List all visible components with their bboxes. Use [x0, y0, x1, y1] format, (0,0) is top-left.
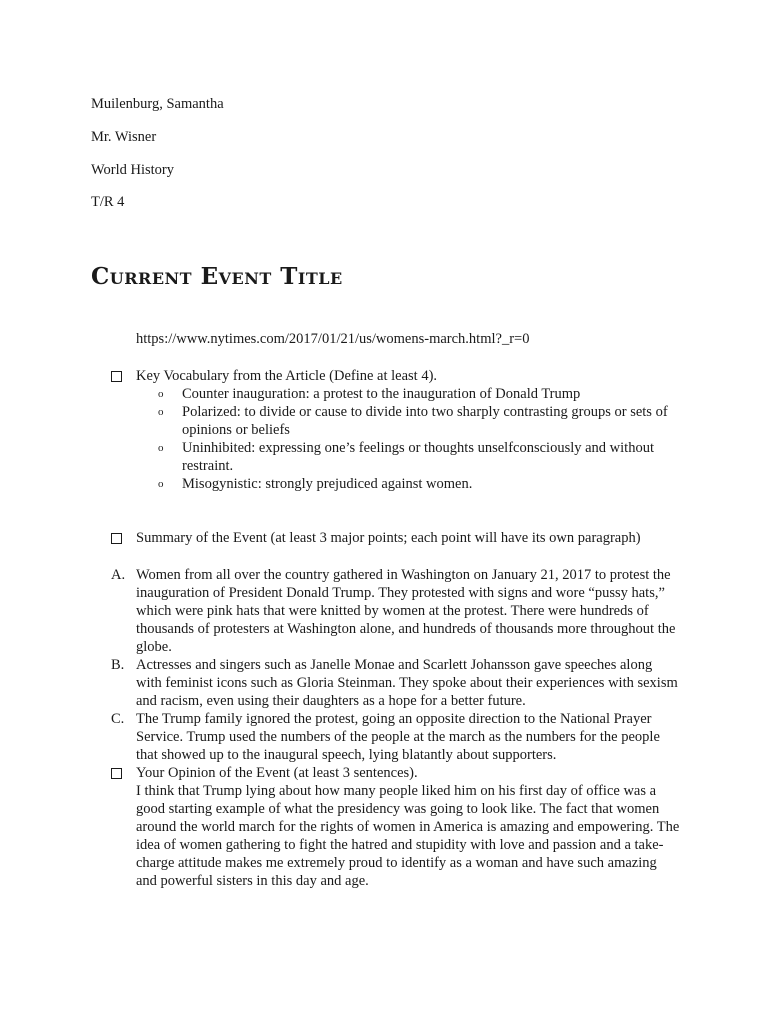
- point-text: Actresses and singers such as Janelle Monae and Scarlett Johansson gave speeches along with feminist icons such as Gloria Steinman. They spoke about their experiences with sexism and racism, even using their daughters as a hope for a better future.: [136, 657, 678, 709]
- sub-bullet-icon: o: [158, 478, 164, 490]
- list-item: [158, 439, 678, 475]
- point-label: A.: [111, 567, 126, 583]
- vocabulary-heading: [111, 367, 691, 385]
- checkbox-bullet-icon: [111, 371, 122, 382]
- point-label: C.: [111, 711, 125, 727]
- opinion-text: I think that Trump lying about how many people liked him on his first day of office was a good starting example of what the presidency was going to look like. The fact that women around the world march for the rights of women in America is amazing and empowering. The idea of women gathering to fight the hatred and stupidity with love and passion and a take-charge attitude makes me extremely proud to identify as a woman and have such amazing and powerful sisters in this day and age.: [136, 783, 680, 889]
- vocab-text: Uninhibited: expressing one’s feelings or thoughts unselfconsciously and without restraint.: [182, 440, 654, 474]
- vocabulary-list: [158, 385, 678, 493]
- sub-bullet-icon: o: [158, 406, 164, 418]
- opinion-heading: [111, 764, 681, 782]
- summary-points: [111, 566, 681, 764]
- sub-bullet-icon: o: [158, 388, 164, 400]
- list-item: [111, 710, 681, 764]
- list-item: [158, 403, 678, 439]
- vocab-text: Polarized: to divide or cause to divide into two sharply contrasting groups or sets of opinions or beliefs: [182, 404, 668, 438]
- checkbox-bullet-icon: [111, 768, 122, 779]
- vocab-text: Misogynistic: strongly prejudiced against women.: [182, 476, 473, 492]
- vocabulary-heading-text: Key Vocabulary from the Article (Define at least 4).: [136, 368, 438, 384]
- checkbox-bullet-icon: [111, 533, 122, 544]
- vocab-text: Counter inauguration: a protest to the inauguration of Donald Trump: [182, 386, 581, 402]
- sub-bullet-icon: o: [158, 442, 164, 454]
- list-item: [158, 475, 678, 493]
- teacher-name: Mr. Wisner: [91, 129, 157, 145]
- opinion-section: [111, 764, 681, 890]
- list-item: [158, 385, 678, 403]
- point-text: The Trump family ignored the protest, going an opposite direction to the National Prayer Service. Trump used the numbers of the people at the march as the numbers for the people that showed up to the inaugural speech, lying blatantly about supporters.: [136, 711, 660, 763]
- summary-heading: [111, 529, 691, 547]
- course-name: World History: [91, 162, 175, 178]
- point-label: B.: [111, 657, 125, 673]
- vocabulary-section: [111, 367, 691, 493]
- article-url: https://www.nytimes.com/2017/01/21/us/womens-march.html?_r=0: [136, 331, 530, 347]
- summary-section: [111, 529, 691, 547]
- list-item: [111, 566, 681, 656]
- list-item: [111, 656, 681, 710]
- point-text: Women from all over the country gathered in Washington on January 21, 2017 to protest the inauguration of President Donald Trump. They protested with signs and wore “pussy hats,” which were pink hats that were knitted by women at the protest. There were hundreds of thousands of protesters at Washington alone, and hundreds of thousands more throughout the globe.: [136, 567, 676, 655]
- class-period: T/R 4: [91, 194, 125, 210]
- student-name: Muilenburg, Samantha: [91, 96, 224, 112]
- summary-heading-text: Summary of the Event (at least 3 major points; each point will have its own paragraph): [136, 530, 641, 546]
- opinion-heading-text: Your Opinion of the Event (at least 3 sentences).: [136, 765, 418, 781]
- document-title: Current Event Title: [91, 263, 343, 290]
